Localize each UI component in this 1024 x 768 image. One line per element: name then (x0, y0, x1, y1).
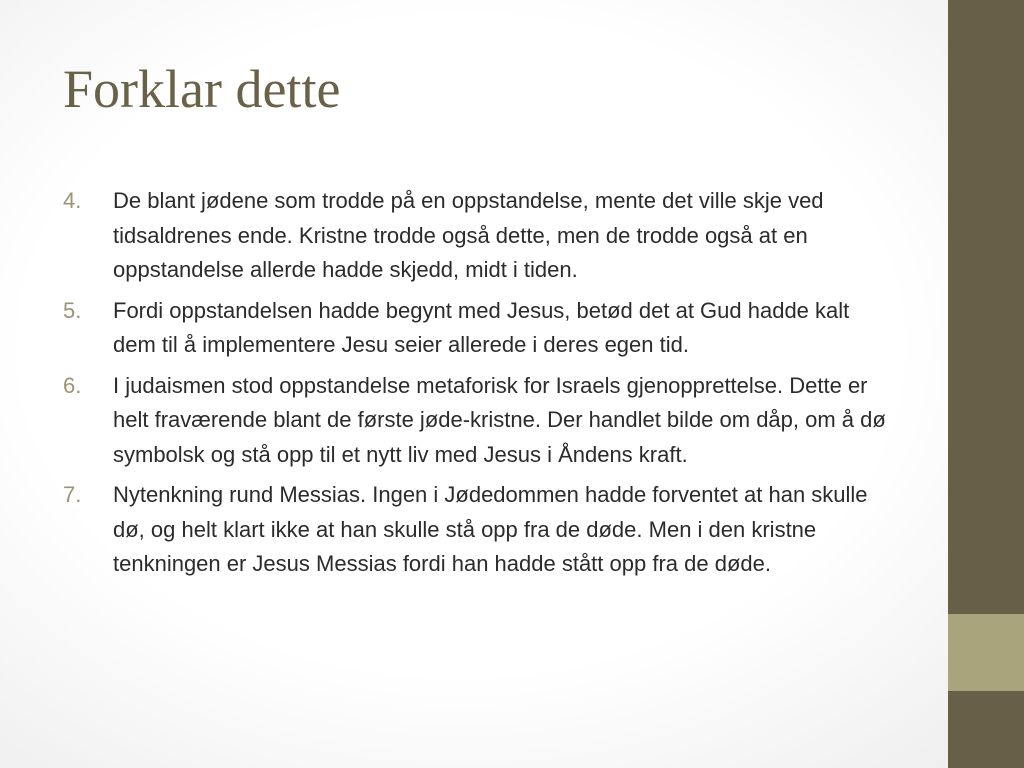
list-item-number: 6. (63, 372, 82, 398)
list-item-text: De blant jødene som trodde på en oppstandelse, mente det ville skje ved tidsaldrenes ende. Kristne trodde også dette, men de trodde også at en oppstandelse allerde hadde skjedd, midt i tiden. (113, 188, 824, 282)
list-item-6 (63, 369, 893, 473)
slide-title: Forklar dette (63, 59, 341, 119)
list-item-7 (63, 478, 893, 582)
side-band-accent-decoration (948, 614, 1024, 691)
list-item-number: 4. (63, 188, 82, 213)
list-item-number: 5. (63, 297, 82, 323)
list-item-text: I judaismen stod oppstandelse metaforisk for Israels gjenopprettelse. Dette er helt fraværende blant de første jøde-kristne. Der handlet bilde om dåp, om å dø symbolsk og stå opp til et nytt liv med Jesus i Åndens kraft. (113, 372, 886, 467)
list-item-5 (63, 294, 893, 363)
list-item-4 (63, 184, 893, 288)
list-item-number: 7. (63, 482, 82, 507)
numbered-list (63, 184, 893, 588)
list-item-text: Nytenkning rund Messias. Ingen i Jødedommen hadde forventet at han skulle dø, og helt klart ikke at han skulle stå opp fra de døde. Men i den kristne tenkningen er Jesus Messias fordi han hadde stått opp fra de døde. (113, 482, 868, 576)
list-item-text: Fordi oppstandelsen hadde begynt med Jesus, betød det at Gud hadde kalt dem til å implementere Jesu seier allerede i deres egen tid. (113, 297, 850, 357)
